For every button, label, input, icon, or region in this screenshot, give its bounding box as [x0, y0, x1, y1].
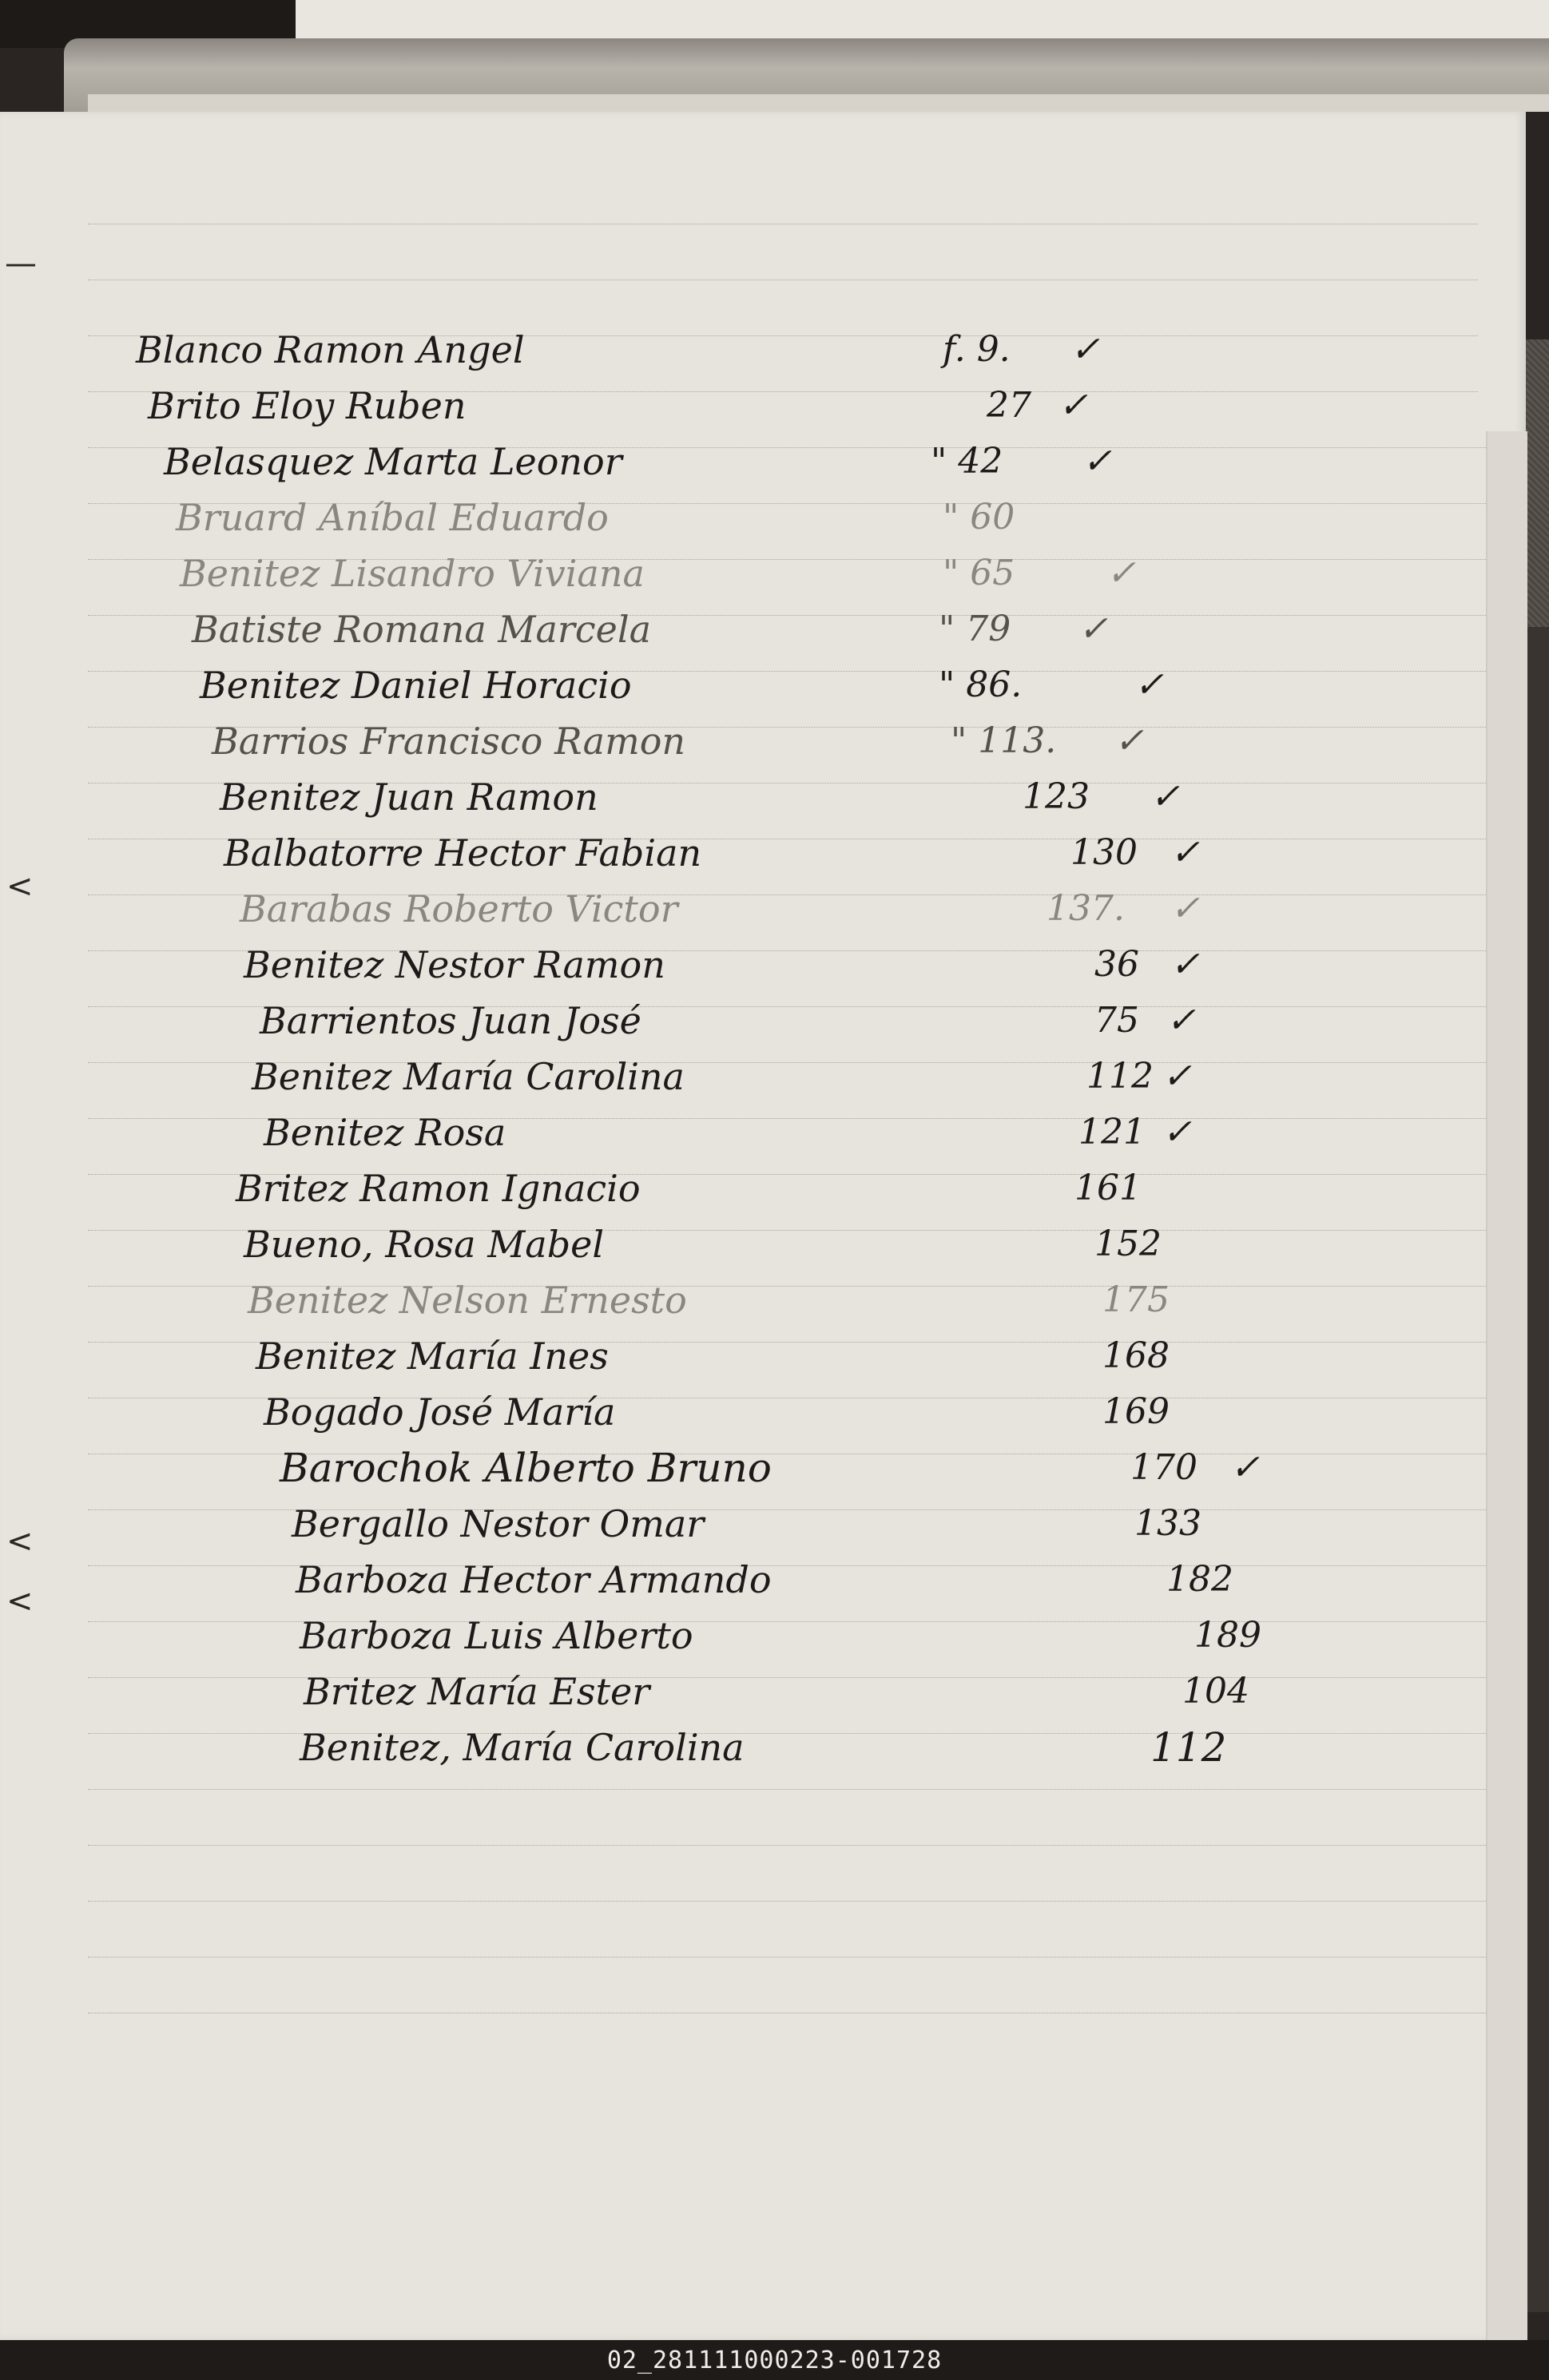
list-item — [240, 887, 1278, 934]
entry-name: Barochok Alberto Bruno — [280, 1445, 772, 1491]
entry-number: 152 — [1094, 1224, 1162, 1264]
entry-number: f. 9. — [943, 329, 1011, 370]
check-mark: ✓ — [1170, 832, 1200, 873]
check-mark: ✓ — [1070, 329, 1100, 370]
entry-name: Bogado José María — [264, 1390, 616, 1434]
entry-number: 130 — [1070, 832, 1138, 873]
ruled-line — [88, 1957, 1486, 1958]
entry-number: 123 — [1023, 776, 1090, 817]
entry-number: 169 — [1102, 1391, 1170, 1432]
entry-name: Bruard Aníbal Eduardo — [176, 496, 609, 539]
entry-number: " 42 — [931, 441, 1003, 482]
entry-name: Belasquez Marta Leonor — [164, 440, 622, 483]
list-item — [180, 551, 1178, 599]
entry-number: " 79 — [939, 609, 1011, 649]
entry-name: Benitez Nelson Ernesto — [248, 1279, 687, 1322]
check-mark: ✓ — [1162, 1056, 1192, 1097]
list-item — [248, 1278, 1286, 1326]
entry-number: 121 — [1078, 1112, 1146, 1152]
entry-number: " 65 — [943, 553, 1015, 593]
list-item — [304, 1669, 1382, 1717]
entry-number: 36 — [1094, 944, 1139, 985]
image-label: 02_281111000223-001728 — [606, 2346, 943, 2374]
entry-number: 189 — [1194, 1615, 1261, 1656]
list-item — [300, 1613, 1378, 1661]
check-mark: ✓ — [1170, 888, 1200, 929]
entry-number: 168 — [1102, 1335, 1170, 1376]
entry-number: 161 — [1074, 1168, 1142, 1208]
list-item — [176, 495, 1174, 543]
entry-number: 104 — [1182, 1671, 1249, 1712]
ruled-line — [88, 1901, 1486, 1902]
entry-number: 133 — [1134, 1503, 1201, 1544]
list-item — [148, 383, 1146, 431]
entry-name: Barboza Hector Armando — [296, 1558, 772, 1601]
entry-name: Bergallo Nestor Omar — [292, 1502, 705, 1545]
ruled-line — [88, 1845, 1486, 1846]
list-item — [264, 1390, 1302, 1438]
list-item — [280, 1446, 1358, 1493]
entry-number: 112 — [1150, 1724, 1227, 1771]
list-item — [300, 1725, 1378, 1773]
list-item — [236, 1166, 1274, 1214]
check-mark: ✓ — [1078, 609, 1108, 649]
margin-mark: < — [6, 1583, 34, 1620]
list-item — [264, 1110, 1302, 1158]
check-mark: ✓ — [1058, 385, 1088, 426]
background-strip — [296, 0, 1549, 40]
list-item — [260, 998, 1298, 1046]
entry-name: Benitez, María Carolina — [300, 1726, 745, 1769]
check-mark: ✓ — [1134, 664, 1164, 705]
entry-number: " 86. — [939, 664, 1023, 705]
check-mark: ✓ — [1166, 1000, 1196, 1041]
list-item — [244, 1222, 1282, 1270]
list-item — [220, 775, 1218, 823]
entry-number: 27 — [987, 385, 1031, 426]
check-mark: ✓ — [1106, 553, 1136, 593]
image-caption-bar — [0, 2340, 1549, 2380]
entry-name: Benitez Rosa — [264, 1111, 506, 1154]
entry-name: Britez María Ester — [304, 1670, 650, 1713]
ruled-line — [88, 1789, 1486, 1790]
list-item — [200, 663, 1198, 711]
check-mark: ✓ — [1082, 441, 1112, 482]
entry-name: Blanco Ramon Angel — [136, 328, 525, 371]
check-mark: ✓ — [1114, 720, 1144, 761]
entry-number: " 60 — [943, 497, 1015, 537]
list-item — [164, 439, 1162, 487]
entry-name: Barrios Francisco Ramon — [212, 720, 686, 763]
entry-number: 170 — [1130, 1447, 1197, 1488]
entry-name: Benitez María Ines — [256, 1335, 609, 1378]
check-mark: ✓ — [1170, 944, 1200, 985]
list-item — [224, 831, 1262, 879]
entry-number: 137. — [1047, 888, 1125, 929]
entry-name: Bueno, Rosa Mabel — [244, 1223, 605, 1266]
list-item — [296, 1557, 1374, 1605]
margin-mark: — — [5, 245, 37, 282]
entry-name: Benitez María Carolina — [252, 1055, 685, 1098]
entry-number: 175 — [1102, 1279, 1170, 1320]
entry-name: Barabas Roberto Victor — [240, 887, 678, 930]
list-item — [252, 1054, 1290, 1102]
entry-name: Benitez Juan Ramon — [220, 775, 598, 819]
page-fold — [1486, 431, 1527, 2340]
binding-edge — [88, 94, 1549, 112]
entry-name: Batiste Romana Marcela — [192, 608, 652, 651]
entry-number: 182 — [1166, 1559, 1233, 1600]
entry-name: Benitez Daniel Horacio — [200, 664, 632, 707]
check-mark: ✓ — [1162, 1112, 1192, 1152]
entry-name: Benitez Lisandro Viviana — [180, 552, 645, 595]
list-item — [244, 942, 1282, 990]
list-item — [192, 607, 1190, 655]
check-mark: ✓ — [1230, 1447, 1260, 1488]
margin-mark: < — [6, 1523, 34, 1560]
margin-mark: < — [6, 868, 34, 905]
entry-number: " 113. — [951, 720, 1057, 761]
entry-name: Brito Eloy Ruben — [148, 384, 467, 427]
entry-number: 75 — [1094, 1000, 1139, 1041]
entry-name: Barrientos Juan José — [260, 999, 641, 1042]
check-mark: ✓ — [1150, 776, 1180, 817]
ledger-page — [0, 112, 1526, 2340]
list-item — [136, 327, 1134, 375]
entry-name: Balbatorre Hector Fabian — [224, 831, 702, 875]
entry-number: 112 — [1086, 1056, 1154, 1097]
list-item — [292, 1501, 1370, 1549]
list-item — [212, 719, 1210, 767]
entry-name: Barboza Luis Alberto — [300, 1614, 693, 1657]
entry-name: Britez Ramon Ignacio — [236, 1167, 641, 1210]
entry-name: Benitez Nestor Ramon — [244, 943, 665, 986]
list-item — [256, 1334, 1294, 1382]
